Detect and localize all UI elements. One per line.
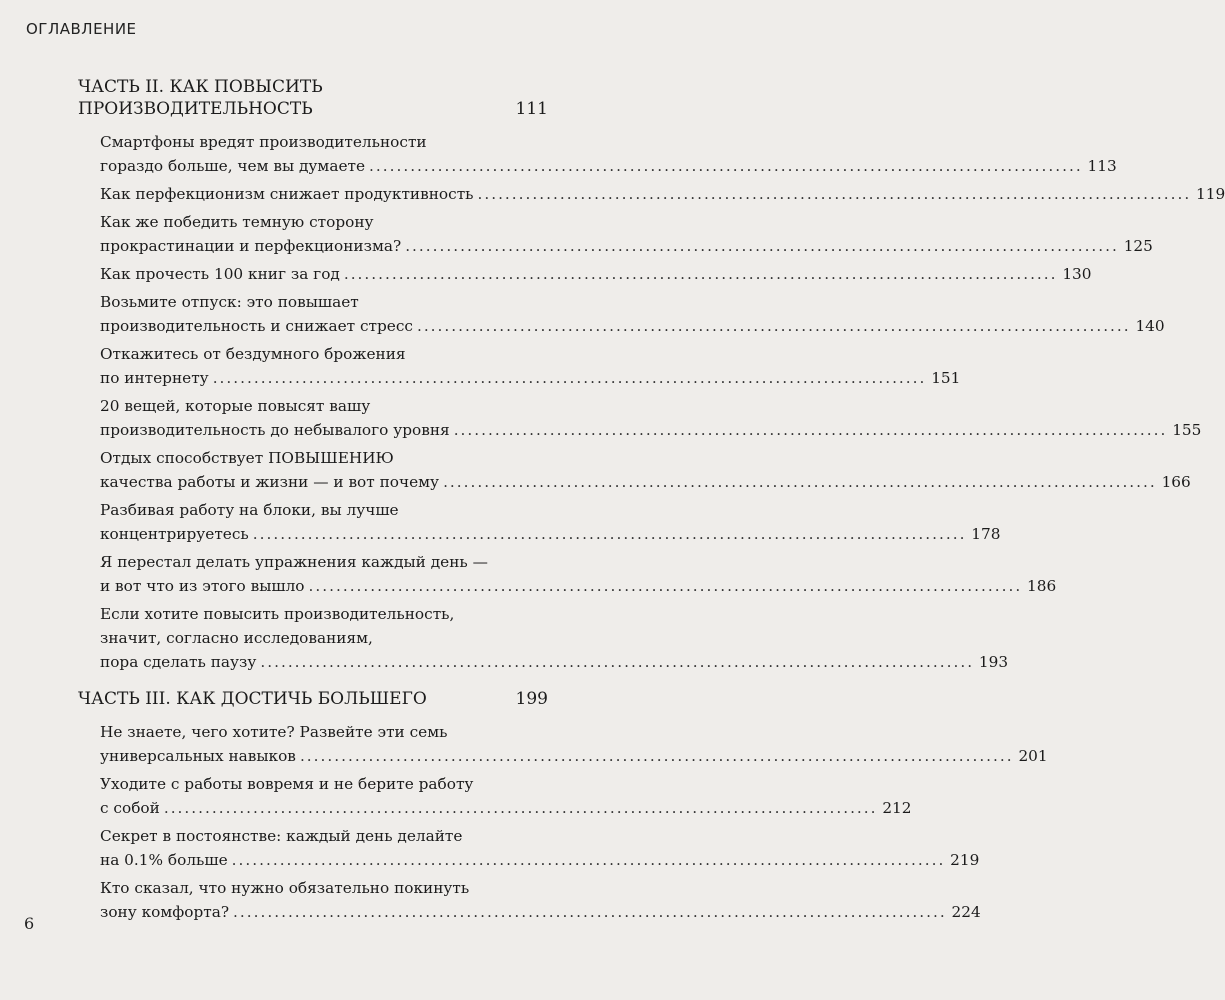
toc-entry-title-line: и вот что из этого вышло xyxy=(100,577,305,595)
toc-entry-title-line: пора сделать паузу xyxy=(100,653,257,671)
toc-entry-page-number: 193 xyxy=(978,653,1009,671)
toc-entry-title-line: Откажитесь от бездумного брожения xyxy=(100,345,406,363)
page-number: 6 xyxy=(24,914,35,933)
toc-entry-title-line: качества работы и жизни — и вот почему xyxy=(100,473,440,491)
toc-entry-page-number: 219 xyxy=(950,851,980,869)
part-entries xyxy=(78,130,1225,674)
dot-leader: ........................................................................................................ xyxy=(308,577,1023,595)
toc-entry-title-line: зону комфорта? xyxy=(100,903,230,921)
dot-leader: ........................................................................................................ xyxy=(231,851,946,869)
part-title-line: ЧАСТЬ II. КАК ПОВЫСИТЬ xyxy=(78,77,323,97)
toc-entry[interactable] xyxy=(100,394,1202,442)
part-page-number: 111 xyxy=(515,99,548,119)
toc-entry[interactable] xyxy=(100,772,912,820)
dot-leader: ........................................................................................................ xyxy=(477,185,1192,203)
dot-leader: ........................................................................................................ xyxy=(416,317,1131,335)
part-heading xyxy=(78,688,548,710)
toc-entry-title-line: Кто сказал, что нужно обязательно покинуть xyxy=(100,879,470,897)
toc-entry-title-line: Как же победить темную сторону xyxy=(100,213,374,231)
dot-leader: ........................................................................................................ xyxy=(260,653,975,671)
toc-entry[interactable] xyxy=(100,446,1191,494)
toc-entry-title-line: Секрет в постоянстве: каждый день делайте xyxy=(100,827,463,845)
toc-entry-title-line: универсальных навыков xyxy=(100,747,296,765)
toc-entry-title-line: с собой xyxy=(100,799,160,817)
toc-entry[interactable] xyxy=(100,720,1048,768)
dot-leader: ........................................................................................................ xyxy=(369,157,1083,175)
dot-leader: ........................................................................................................ xyxy=(405,237,1119,255)
part-entries xyxy=(78,720,1048,924)
toc-entry[interactable] xyxy=(100,262,1092,286)
toc-entry-page-number: 155 xyxy=(1172,421,1202,439)
toc-entry-page-number: 130 xyxy=(1062,265,1092,283)
toc-entry[interactable] xyxy=(100,824,980,872)
dot-leader: ........................................................................................................ xyxy=(443,473,1157,491)
dot-leader: ........................................................................................................ xyxy=(252,525,967,543)
toc-entry-title-line: прокрастинации и перфекционизма? xyxy=(100,237,402,255)
toc-entry-title-line: Отдых способствует ПОВЫШЕНИЮ xyxy=(100,449,394,467)
dot-leader: ........................................................................................................ xyxy=(453,421,1168,439)
toc-entry-page-number: 166 xyxy=(1161,473,1191,491)
toc-entry-title-line: гораздо больше, чем вы думаете xyxy=(100,157,366,175)
toc-entry[interactable] xyxy=(100,498,1001,546)
running-header: ОГЛАВЛЕНИЕ xyxy=(26,20,137,38)
toc-entry-title-line: Разбивая работу на блоки, вы лучше xyxy=(100,501,399,519)
toc-entry-title-line: концентрируетесь xyxy=(100,525,249,543)
part-heading xyxy=(78,76,548,120)
toc-entry-page-number: 140 xyxy=(1135,317,1165,335)
toc-entry-page-number: 201 xyxy=(1018,747,1048,765)
toc-entry[interactable] xyxy=(100,550,1057,598)
toc-entry[interactable] xyxy=(100,290,1165,338)
toc-entry-title-line: Уходите с работы вовремя и не берите работу xyxy=(100,775,474,793)
toc-entry-page-number: 186 xyxy=(1027,577,1057,595)
toc-entry-title-line: производительность и снижает стресс xyxy=(100,317,413,335)
table-of-contents xyxy=(78,76,1225,928)
toc-entry[interactable] xyxy=(100,182,1225,206)
toc-entry[interactable] xyxy=(100,210,1153,258)
toc-entry-title-line: значит, согласно исследованиям, xyxy=(100,629,373,647)
toc-entry-page-number: 125 xyxy=(1123,237,1153,255)
dot-leader: ........................................................................................................ xyxy=(343,265,1058,283)
toc-entry-page-number: 113 xyxy=(1087,157,1117,175)
toc-entry-page-number: 119 xyxy=(1195,185,1225,203)
part-page-number: 199 xyxy=(515,689,548,709)
part-title-line: ЧАСТЬ III. КАК ДОСТИЧЬ БОЛЬШЕГО xyxy=(78,689,427,709)
dot-leader: ........................................................................................................ xyxy=(163,799,878,817)
toc-entry-title-line: Возьмите отпуск: это повышает xyxy=(100,293,359,311)
toc-entry-title-line: Смартфоны вредят производительности xyxy=(100,133,427,151)
toc-entry[interactable] xyxy=(100,876,981,924)
toc-entry-title-line: Если хотите повысить производительность, xyxy=(100,605,455,623)
toc-entry-title-line: 20 вещей, которые повысят вашу xyxy=(100,397,371,415)
toc-entry-page-number: 212 xyxy=(882,799,912,817)
toc-entry[interactable] xyxy=(100,342,961,390)
toc-entry-title-line: Я перестал делать упражнения каждый день — xyxy=(100,553,488,571)
dot-leader: ........................................................................................................ xyxy=(233,903,947,921)
toc-entry[interactable] xyxy=(100,602,1009,674)
toc-entry-title-line: Как прочесть 100 книг за год xyxy=(100,265,340,283)
dot-leader: ........................................................................................................ xyxy=(299,747,1014,765)
toc-entry-page-number: 151 xyxy=(931,369,961,387)
toc-entry[interactable] xyxy=(100,130,1117,178)
dot-leader: ........................................................................................................ xyxy=(212,369,927,387)
toc-entry-title-line: производительность до небывалого уровня xyxy=(100,421,450,439)
toc-entry-title-line: на 0.1% больше xyxy=(100,851,228,869)
toc-entry-title-line: по интернету xyxy=(100,369,209,387)
toc-entry-title-line: Не знаете, чего хотите? Развейте эти семь xyxy=(100,723,448,741)
toc-entry-title-line: Как перфекционизм снижает продуктивность xyxy=(100,185,474,203)
part-title-line: ПРОИЗВОДИТЕЛЬНОСТЬ xyxy=(78,99,313,119)
toc-entry-page-number: 224 xyxy=(951,903,981,921)
toc-entry-page-number: 178 xyxy=(971,525,1001,543)
